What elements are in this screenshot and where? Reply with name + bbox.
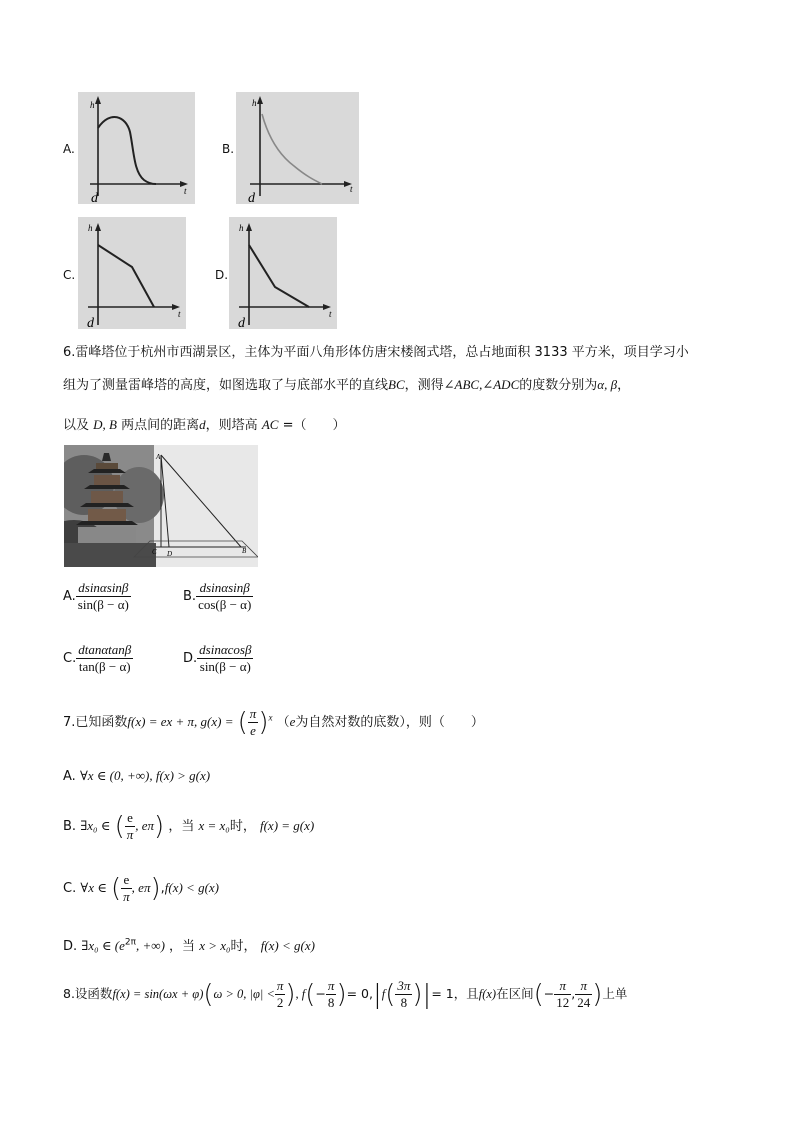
q5-c-axis-x: t (178, 309, 181, 319)
q5-graph-d (229, 217, 337, 329)
q5-option-b-label: B. (222, 142, 235, 156)
q5-graph-b (236, 92, 359, 204)
q6-stem-line3: 以及 D, B 两点间的距离d，则塔高 AC =（ ） (63, 417, 346, 433)
q6-fig-label-c: C (152, 548, 157, 556)
q5-d-origin: d (238, 316, 245, 329)
q5-option-d-label: D. (215, 268, 229, 282)
q6-stem-line2: 组为了测量雷峰塔的高度，如图选取了与底部水平的直线BC，测得∠ABC,∠ADC的度数分别为α, β， (63, 377, 631, 393)
q5-c-axis-y: h (88, 223, 93, 233)
q7-option-c[interactable]: C. ∀x ∈ ( $\frac{e}{\pi}$ , eπ),f(x) < g(x) (63, 872, 220, 904)
q5-d-axis-x: t (329, 309, 332, 319)
q5-b-origin: d (248, 191, 255, 204)
q6-fig-label-b: B (242, 547, 247, 555)
q6-option-d[interactable]: D. $\frac{dsin\alpha\cos\beta}{\sin(\beta - \alpha)}$ (183, 642, 252, 674)
q5-option-c-label: C. (63, 268, 76, 282)
q7-option-d[interactable]: D. ∃x₀ ∈ ($e^{2\pi}$, +∞) ，当 x > x₀时， f(x) < g(x) (63, 937, 315, 954)
q5-graph-a (78, 92, 195, 204)
q5-a-origin: d (91, 191, 98, 204)
q6-stem-line1: 6.雷峰塔位于杭州市西湖景区，主体为平面八角形体仿唐宋楼阁式塔，总占地面积 3133 平方米，项目学习小 (63, 345, 689, 360)
q5-a-axis-x: t (184, 186, 187, 196)
q5-c-origin: d (87, 316, 94, 329)
q6-option-c[interactable]: C. $\frac{dtan\alpha\tan\beta}{\tan(\beta - \alpha)}$ (63, 642, 132, 674)
q7-option-a[interactable]: A. ∀x ∈ (0, +∞), f(x) > g(x) (63, 768, 211, 784)
q5-b-axis-x: t (350, 184, 353, 194)
q6-fig-label-a: A (156, 453, 161, 461)
q5-graph-c (78, 217, 186, 329)
q6-option-b[interactable]: B. $\frac{dsin\alpha\sin\beta}{\cos(\beta - \alpha)}$ (183, 580, 252, 612)
q6-fig-label-d: D (167, 550, 173, 558)
q5-b-axis-y: h (252, 98, 257, 108)
q6-pagoda-figure (64, 445, 258, 567)
q7-stem: 7.已知函数f(x) = ex + π, g(x) = ( $\frac{\pi}{e}$ )$^x$ （e为自然对数的底数），则（ ） (63, 706, 484, 738)
q6-option-a[interactable]: A. $\frac{dsin\alpha\sin\beta}{\sin(\beta - \alpha)}$ (63, 580, 129, 612)
q5-a-axis-y: h (90, 100, 95, 110)
q8-stem: 8.设函数f(x) = sin(ωx + φ)(ω > 0, |φ| < $\frac{\pi}{2}$ ), f(− $\frac{\pi}{8}$ )= 0,|f( $\frac{3\pi}{8}$ )|= 1，且f(x)在区间(− $\frac{\pi}{12}$ , $\frac{\pi}{24}$ )上单 (63, 978, 628, 1010)
q7-option-b[interactable]: B. ∃x₀ ∈ ( $\frac{e}{\pi}$ , eπ) ，当 x = x₀时， f(x) = g(x) (63, 810, 315, 842)
q5-d-axis-y: h (239, 223, 244, 233)
q5-option-a-label: A. (63, 142, 75, 156)
